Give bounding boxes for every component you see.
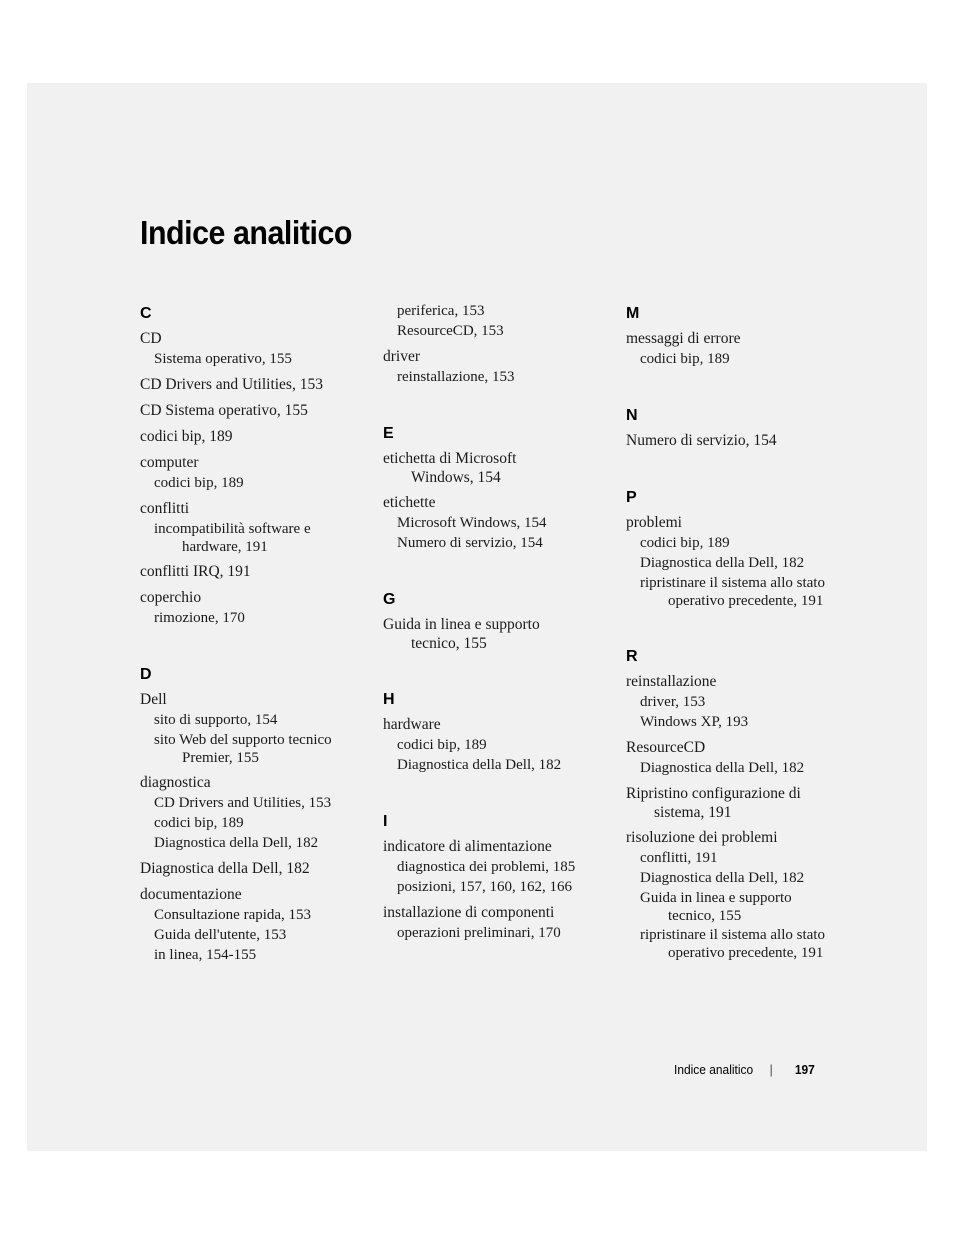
index-subentry bbox=[383, 877, 613, 897]
index-term: CD Drivers and Utilities, 153 bbox=[140, 376, 323, 393]
index-subentry: ResourceCD, 153 bbox=[397, 323, 504, 339]
index-subentry bbox=[140, 519, 370, 556]
index-column-3 bbox=[626, 301, 851, 962]
subentry-text: ripristinare il sistema allo stato bbox=[640, 927, 825, 943]
index-subentry bbox=[626, 758, 851, 778]
index-subentry bbox=[626, 553, 851, 573]
section-letter: P bbox=[626, 489, 637, 506]
index-term-continuation: tecnico, 155 bbox=[411, 635, 487, 652]
index-term: installazione di componenti bbox=[383, 904, 555, 921]
section-spacer bbox=[626, 610, 851, 644]
subentry-text: codici bip, 189 bbox=[154, 475, 244, 491]
index-entry bbox=[140, 885, 370, 905]
index-term: Ripristino configurazione di bbox=[626, 785, 801, 802]
section-letter: C bbox=[140, 305, 152, 322]
index-subentry bbox=[383, 755, 613, 775]
section-letter: D bbox=[140, 666, 152, 683]
index-subentry bbox=[140, 608, 370, 628]
subentry-text: posizioni, 157, 160, 162, 166 bbox=[397, 879, 572, 895]
index-subentry bbox=[626, 925, 851, 962]
index-column-2 bbox=[383, 301, 613, 943]
page-footer bbox=[674, 1062, 815, 1077]
index-term: CD bbox=[140, 330, 162, 347]
index-term: risoluzione dei problemi bbox=[626, 829, 778, 846]
section-spacer bbox=[383, 553, 613, 587]
index-column-1 bbox=[140, 301, 370, 965]
index-entry bbox=[383, 449, 613, 469]
index-entry bbox=[626, 784, 851, 804]
index-subentry bbox=[626, 692, 851, 712]
index-entry bbox=[140, 773, 370, 793]
index-term: codici bip, 189 bbox=[140, 428, 233, 445]
index-entry bbox=[140, 375, 370, 395]
index-subentry bbox=[140, 925, 370, 945]
section-letter: R bbox=[626, 648, 638, 665]
subentry-text: Diagnostica della Dell, 182 bbox=[640, 870, 805, 886]
index-entry bbox=[383, 715, 613, 735]
section-letter: M bbox=[626, 305, 640, 322]
index-subentry bbox=[626, 712, 851, 732]
subentry-text: driver, 153 bbox=[640, 694, 706, 710]
index-entry bbox=[140, 499, 370, 519]
index-subentry bbox=[140, 730, 370, 767]
index-section bbox=[383, 653, 613, 775]
section-spacer bbox=[383, 653, 613, 687]
subentry-text: rimozione, 170 bbox=[154, 610, 245, 626]
section-letter: E bbox=[383, 425, 394, 442]
index-term: coperchio bbox=[140, 589, 202, 606]
index-entry bbox=[140, 562, 370, 582]
index-subentry bbox=[383, 857, 613, 877]
index-term-continuation: sistema, 191 bbox=[654, 804, 732, 821]
subentry-continuation: operativo precedente, 191 bbox=[668, 593, 824, 609]
section-letter: G bbox=[383, 591, 396, 608]
subentry-text: conflitti, 191 bbox=[640, 850, 718, 866]
index-subentry bbox=[626, 349, 851, 369]
section-spacer bbox=[383, 775, 613, 809]
index-term: etichetta di Microsoft bbox=[383, 450, 517, 467]
index-term: reinstallazione bbox=[626, 673, 717, 690]
footer-section-title: Indice analitico bbox=[674, 1062, 754, 1077]
subentry-text: Numero di servizio, 154 bbox=[397, 535, 543, 551]
index-subentry bbox=[140, 349, 370, 369]
index-section bbox=[383, 387, 613, 553]
index-subentry: periferica, 153 bbox=[397, 303, 485, 319]
index-entry bbox=[383, 903, 613, 923]
subentry-continuation: hardware, 191 bbox=[182, 539, 268, 555]
index-entry bbox=[383, 837, 613, 857]
index-entry bbox=[140, 427, 370, 447]
index-term: problemi bbox=[626, 514, 682, 531]
index-subentry bbox=[140, 945, 370, 965]
subentry-text: reinstallazione, 153 bbox=[397, 369, 515, 385]
subentry-text: codici bip, 189 bbox=[154, 815, 244, 831]
index-term: ResourceCD bbox=[626, 739, 706, 756]
index-subentry bbox=[626, 868, 851, 888]
subentry-text: Diagnostica della Dell, 182 bbox=[397, 757, 562, 773]
index-term: indicatore di alimentazione bbox=[383, 838, 552, 855]
index-entry bbox=[626, 431, 851, 451]
index-subentry bbox=[140, 833, 370, 853]
subentry-text: CD Drivers and Utilities, 153 bbox=[154, 795, 332, 811]
index-subentry bbox=[626, 573, 851, 610]
index-entry bbox=[383, 347, 613, 367]
index-subentry bbox=[140, 473, 370, 493]
index-entry bbox=[140, 329, 370, 349]
index-subentry bbox=[140, 905, 370, 925]
index-term: messaggi di errore bbox=[626, 330, 741, 347]
subentry-continuation: operativo precedente, 191 bbox=[668, 945, 824, 961]
subentry-text: codici bip, 189 bbox=[640, 535, 730, 551]
index-entry bbox=[140, 453, 370, 473]
index-subentry bbox=[140, 710, 370, 730]
index-entry bbox=[140, 588, 370, 608]
subentry-text: codici bip, 189 bbox=[397, 737, 487, 753]
index-subentry bbox=[140, 813, 370, 833]
section-letter: I bbox=[383, 813, 388, 830]
section-spacer bbox=[626, 451, 851, 485]
index-subentry bbox=[383, 513, 613, 533]
subentry-text: Diagnostica della Dell, 182 bbox=[640, 555, 805, 571]
subentry-text: Diagnostica della Dell, 182 bbox=[154, 835, 319, 851]
index-term: etichette bbox=[383, 494, 436, 511]
section-spacer bbox=[626, 369, 851, 403]
index-subentry bbox=[140, 793, 370, 813]
index-entry bbox=[626, 828, 851, 848]
subentry-continuation: Premier, 155 bbox=[182, 750, 259, 766]
subentry-text: Consultazione rapida, 153 bbox=[154, 907, 312, 923]
index-term: Diagnostica della Dell, 182 bbox=[140, 860, 310, 877]
page-number: 197 bbox=[794, 1062, 815, 1077]
subentry-text: in linea, 154-155 bbox=[154, 947, 257, 963]
index-term: conflitti bbox=[140, 500, 190, 517]
index-subentry bbox=[626, 888, 851, 925]
index-section bbox=[383, 347, 613, 387]
section-letter: H bbox=[383, 691, 395, 708]
subentry-text: sito di supporto, 154 bbox=[154, 712, 278, 728]
subentry-text: Guida in linea e supporto bbox=[640, 890, 792, 906]
index-section bbox=[626, 451, 851, 610]
index-term: diagnostica bbox=[140, 774, 211, 791]
index-entry bbox=[140, 690, 370, 710]
index-subentry bbox=[383, 735, 613, 755]
index-section bbox=[383, 553, 613, 653]
index-entry bbox=[383, 615, 613, 635]
subentry-text: sito Web del supporto tecnico bbox=[154, 732, 332, 748]
index-term: Numero di servizio, 154 bbox=[626, 432, 777, 449]
index-section bbox=[140, 628, 370, 965]
index-entry bbox=[626, 738, 851, 758]
subentry-text: codici bip, 189 bbox=[640, 351, 730, 367]
subentry-text: incompatibilità software e bbox=[154, 521, 311, 537]
index-section bbox=[383, 775, 613, 943]
subentry-text: Guida dell'utente, 153 bbox=[154, 927, 287, 943]
index-section bbox=[626, 301, 851, 369]
subentry-text: Windows XP, 193 bbox=[640, 714, 749, 730]
index-term: driver bbox=[383, 348, 421, 365]
subentry-text: ripristinare il sistema allo stato bbox=[640, 575, 825, 591]
index-section bbox=[626, 610, 851, 962]
subentry-text: Microsoft Windows, 154 bbox=[397, 515, 547, 531]
index-term-continuation: Windows, 154 bbox=[411, 469, 501, 486]
index-term: Dell bbox=[140, 691, 167, 708]
index-term: computer bbox=[140, 454, 199, 471]
page-title: Indice analitico bbox=[140, 214, 352, 251]
subentry-text: Diagnostica della Dell, 182 bbox=[640, 760, 805, 776]
index-term: Guida in linea e supporto bbox=[383, 616, 540, 633]
index-subentry bbox=[383, 367, 613, 387]
subentry-text: diagnostica dei problemi, 185 bbox=[397, 859, 576, 875]
index-entry bbox=[626, 672, 851, 692]
footer-separator: | bbox=[769, 1062, 773, 1077]
index-term: hardware bbox=[383, 716, 441, 733]
index-term: CD Sistema operativo, 155 bbox=[140, 402, 308, 419]
index-entry bbox=[626, 513, 851, 533]
index-section bbox=[140, 301, 370, 628]
index-subentry bbox=[383, 923, 613, 943]
index-entry bbox=[140, 859, 370, 879]
index-section bbox=[626, 369, 851, 451]
index-entry bbox=[626, 329, 851, 349]
section-letter: N bbox=[626, 407, 638, 424]
section-spacer bbox=[383, 387, 613, 421]
section-spacer bbox=[140, 628, 370, 662]
subentry-text: Sistema operativo, 155 bbox=[154, 351, 292, 367]
subentry-continuation: tecnico, 155 bbox=[668, 908, 742, 924]
subentry-text: operazioni preliminari, 170 bbox=[397, 925, 561, 941]
index-entry bbox=[383, 493, 613, 513]
index-entry bbox=[140, 401, 370, 421]
index-subentry bbox=[626, 533, 851, 553]
index-term: documentazione bbox=[140, 886, 242, 903]
index-term: conflitti IRQ, 191 bbox=[140, 563, 251, 580]
index-subentry bbox=[383, 533, 613, 553]
index-subentry bbox=[626, 848, 851, 868]
